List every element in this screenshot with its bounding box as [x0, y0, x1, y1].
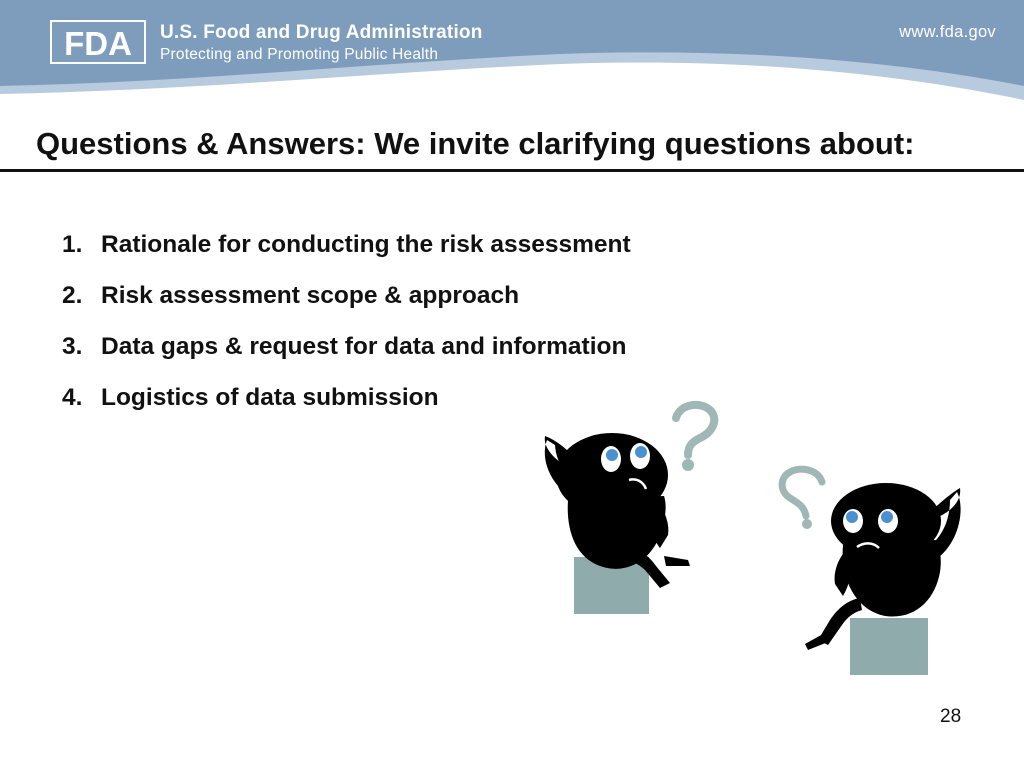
site-url: www.fda.gov [899, 23, 996, 41]
right-cube-seat [850, 618, 928, 675]
list-item-number: 2. [62, 282, 83, 309]
list-item-number: 3. [62, 333, 83, 360]
title-divider [0, 169, 1024, 172]
list-item [62, 331, 631, 382]
list-item-text: Logistics of data submission [101, 384, 439, 411]
question-mark-icon [676, 405, 714, 471]
agency-name: U.S. Food and Drug Administration [160, 22, 483, 43]
agency-tagline: Protecting and Promoting Public Health [160, 46, 439, 63]
list-item-number: 4. [62, 384, 83, 411]
left-thinking-figure [545, 433, 690, 614]
question-mark-icon [782, 469, 822, 529]
svg-text:FDA: FDA [64, 25, 132, 62]
list-item-number: 1. [62, 231, 83, 258]
list-item-text: Risk assessment scope & approach [101, 282, 520, 309]
fda-logo [50, 20, 146, 64]
header-band [0, 0, 1024, 120]
slide-title: Questions & Answers: We invite clarifying questions about: [36, 126, 915, 161]
list-item-text: Rationale for conducting the risk assessment [101, 231, 631, 258]
list-item [62, 280, 631, 331]
list-item [62, 229, 631, 280]
thinking-figures-illustration [520, 395, 980, 685]
page-number: 28 [940, 706, 962, 727]
list-item-text: Data gaps & request for data and information [101, 333, 627, 360]
right-thinking-figure [805, 483, 961, 675]
